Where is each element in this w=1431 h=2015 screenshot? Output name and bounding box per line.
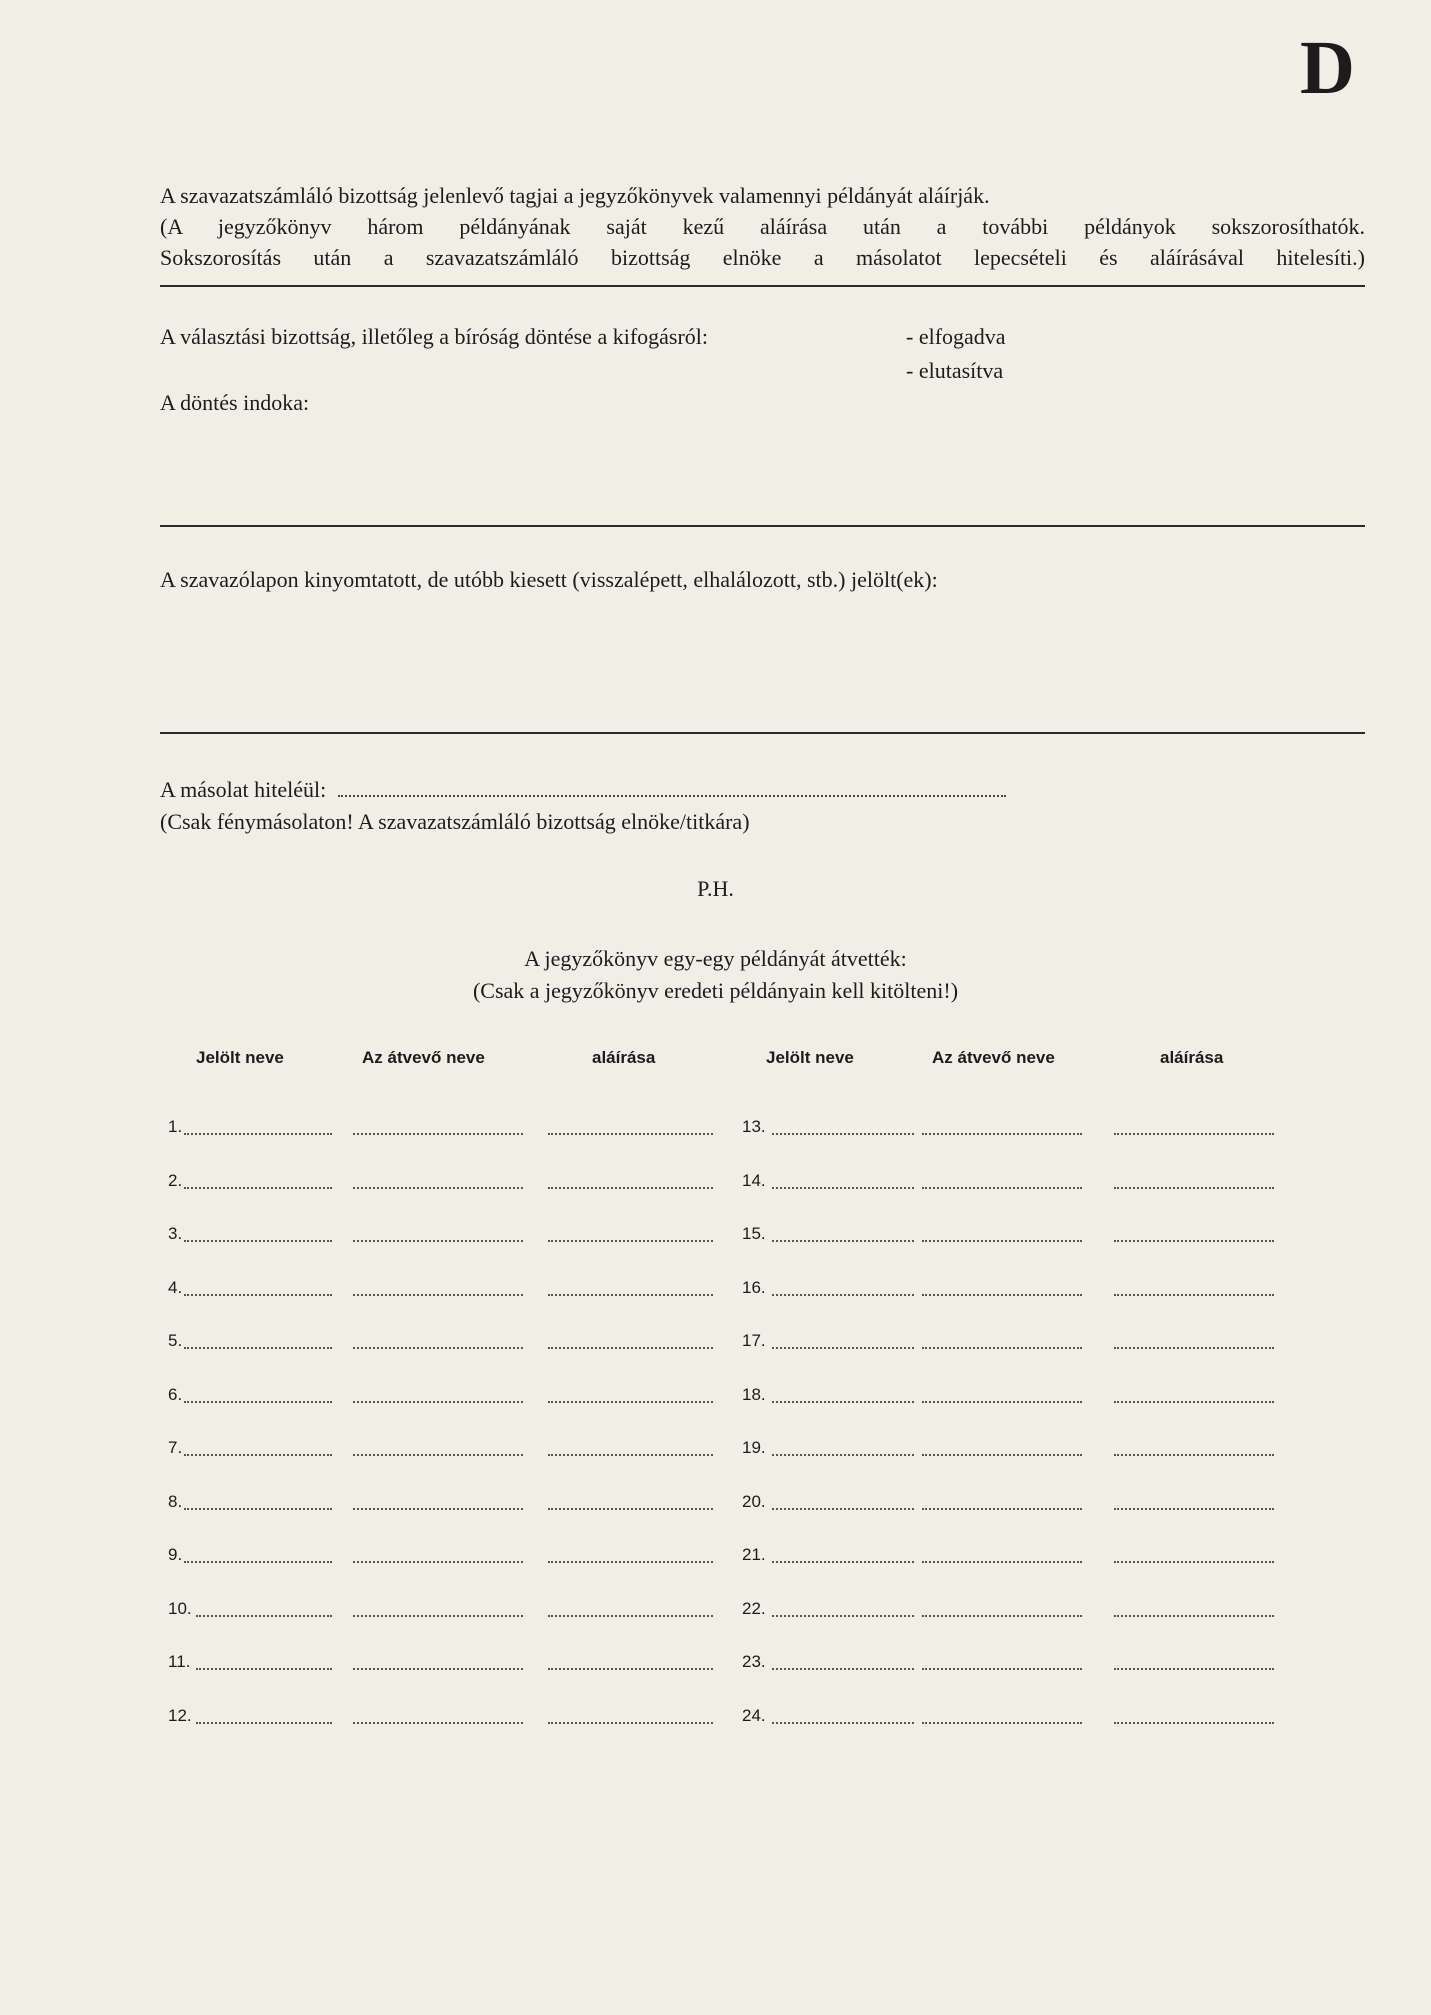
copy-signature-line[interactable] (338, 781, 1006, 797)
signature-field[interactable] (1114, 1615, 1274, 1617)
signature-field[interactable] (1114, 1508, 1274, 1510)
signature-field[interactable] (548, 1187, 713, 1189)
recipient-name-field[interactable] (922, 1294, 1082, 1296)
candidate-name-field[interactable] (772, 1454, 914, 1456)
signature-field[interactable] (548, 1133, 713, 1135)
candidate-name-field[interactable] (184, 1240, 332, 1242)
signature-field[interactable] (1114, 1722, 1274, 1724)
row-number: 10. (168, 1599, 192, 1618)
row-number: 20. (742, 1492, 766, 1511)
signing-line-1: A szavazatszámláló bizottság jelenlevő tagjai a jegyzőkönyvek valamennyi példányát aláírják. (160, 183, 990, 208)
left-receipt-row (168, 1492, 768, 1516)
candidate-name-field[interactable] (772, 1615, 914, 1617)
row-number: 15. (742, 1224, 766, 1243)
recipient-name-field[interactable] (922, 1347, 1082, 1349)
row-number: 16. (742, 1278, 766, 1297)
signature-field[interactable] (548, 1668, 713, 1670)
row-number: 6. (168, 1385, 183, 1404)
decision-reason-label: A döntés indoka: (160, 390, 310, 415)
right-receipt-row (742, 1706, 1342, 1730)
header-left-signature: aláírása (592, 1048, 656, 1067)
row-number: 7. (168, 1438, 183, 1457)
receipt-title: A jegyzőkönyv egy-egy példányát átvették: (524, 946, 907, 971)
receipt-subtitle: (Csak a jegyzőkönyv eredeti példányain kell kitölteni!) (472, 978, 959, 1003)
left-receipt-row (168, 1652, 768, 1676)
left-receipt-row (168, 1599, 768, 1623)
recipient-name-field[interactable] (922, 1187, 1082, 1189)
candidate-name-field[interactable] (184, 1561, 332, 1563)
divider-1 (160, 285, 1365, 287)
left-receipt-row (168, 1117, 768, 1141)
row-number: 12. (168, 1706, 192, 1725)
recipient-name-field[interactable] (922, 1668, 1082, 1670)
signature-field[interactable] (1114, 1133, 1274, 1135)
copy-note: (Csak fénymásolaton! A szavazatszámláló bizottság elnöke/titkára) (160, 809, 750, 834)
candidate-name-field[interactable] (772, 1133, 914, 1135)
right-receipt-row (742, 1331, 1342, 1355)
signing-line-3: Sokszorosítás után a szavazatszámláló bizottság elnöke a másolatot lepecsételi és aláírásával hitelesíti.) (160, 245, 1365, 270)
signature-field[interactable] (1114, 1240, 1274, 1242)
recipient-name-field[interactable] (353, 1294, 523, 1296)
recipient-name-field[interactable] (353, 1722, 523, 1724)
candidate-name-field[interactable] (184, 1401, 332, 1403)
copy-label: A másolat hiteléül: (160, 777, 327, 802)
row-number: 21. (742, 1545, 766, 1564)
row-number: 19. (742, 1438, 766, 1457)
row-number: 17. (742, 1331, 766, 1350)
left-receipt-row (168, 1331, 768, 1355)
left-receipt-row (168, 1385, 768, 1409)
row-number: 5. (168, 1331, 183, 1350)
right-receipt-row (742, 1278, 1342, 1302)
row-number: 24. (742, 1706, 766, 1725)
candidate-name-field[interactable] (196, 1615, 332, 1617)
signing-instructions (160, 180, 1365, 273)
candidate-name-field[interactable] (184, 1133, 332, 1135)
row-number: 13. (742, 1117, 766, 1136)
right-receipt-row (742, 1652, 1342, 1676)
decision-label: A választási bizottság, illetőleg a bíróság döntése a kifogásról: (160, 324, 709, 349)
signing-line-2: (A jegyzőkönyv három példányának saját kezű aláírása után a további példányok sokszorosíthatók. (160, 214, 1365, 239)
row-number: 3. (168, 1224, 183, 1243)
recipient-name-field[interactable] (353, 1668, 523, 1670)
left-receipt-row (168, 1706, 768, 1730)
stamp-label: P.H. (697, 876, 734, 901)
signature-field[interactable] (1114, 1561, 1274, 1563)
signature-field[interactable] (548, 1561, 713, 1563)
recipient-name-field[interactable] (922, 1722, 1082, 1724)
signature-field[interactable] (548, 1294, 713, 1296)
candidate-name-field[interactable] (772, 1722, 914, 1724)
corner-letter: D (1300, 26, 1355, 110)
signature-field[interactable] (1114, 1668, 1274, 1670)
recipient-name-field[interactable] (353, 1561, 523, 1563)
signature-field[interactable] (1114, 1187, 1274, 1189)
candidate-name-field[interactable] (772, 1508, 914, 1510)
recipient-name-field[interactable] (353, 1240, 523, 1242)
signature-field[interactable] (1114, 1347, 1274, 1349)
signature-field[interactable] (548, 1454, 713, 1456)
candidate-name-field[interactable] (196, 1722, 332, 1724)
row-number: 1. (168, 1117, 183, 1136)
signature-field[interactable] (548, 1347, 713, 1349)
candidate-name-field[interactable] (772, 1347, 914, 1349)
left-receipt-row (168, 1224, 768, 1248)
recipient-name-field[interactable] (353, 1508, 523, 1510)
left-receipt-row (168, 1545, 768, 1569)
row-number: 23. (742, 1652, 766, 1671)
copy-certification (160, 775, 1006, 805)
candidate-name-field[interactable] (196, 1668, 332, 1670)
row-number: 2. (168, 1171, 183, 1190)
row-number: 11. (168, 1652, 191, 1671)
recipient-name-field[interactable] (922, 1508, 1082, 1510)
signature-field[interactable] (548, 1722, 713, 1724)
row-number: 18. (742, 1385, 766, 1404)
recipient-name-field[interactable] (922, 1561, 1082, 1563)
signature-field[interactable] (1114, 1294, 1274, 1296)
candidate-name-field[interactable] (772, 1294, 914, 1296)
signature-field[interactable] (548, 1240, 713, 1242)
header-right-recipient: Az átvevő neve (932, 1048, 1055, 1067)
signature-field[interactable] (548, 1401, 713, 1403)
signature-field[interactable] (548, 1615, 713, 1617)
candidate-name-field[interactable] (772, 1187, 914, 1189)
row-number: 8. (168, 1492, 183, 1511)
header-right-candidate: Jelölt neve (766, 1048, 854, 1067)
header-right-signature: aláírása (1160, 1048, 1224, 1067)
left-receipt-row (168, 1438, 768, 1462)
signature-field[interactable] (1114, 1454, 1274, 1456)
right-receipt-row (742, 1385, 1342, 1409)
right-receipt-row (742, 1492, 1342, 1516)
candidate-name-field[interactable] (772, 1240, 914, 1242)
left-receipt-row (168, 1171, 768, 1195)
recipient-name-field[interactable] (353, 1347, 523, 1349)
header-left-candidate: Jelölt neve (196, 1048, 284, 1067)
option-rejected[interactable]: - elutasítva (906, 358, 1004, 383)
recipient-name-field[interactable] (353, 1401, 523, 1403)
row-number: 14. (742, 1171, 766, 1190)
row-number: 9. (168, 1545, 183, 1564)
left-receipt-row (168, 1278, 768, 1302)
right-receipt-row (742, 1599, 1342, 1623)
row-number: 4. (168, 1278, 183, 1297)
recipient-name-field[interactable] (353, 1187, 523, 1189)
candidate-name-field[interactable] (772, 1401, 914, 1403)
header-left-recipient: Az átvevő neve (362, 1048, 485, 1067)
divider-2 (160, 525, 1365, 527)
recipient-name-field[interactable] (922, 1240, 1082, 1242)
recipient-name-field[interactable] (353, 1133, 523, 1135)
recipient-name-field[interactable] (922, 1615, 1082, 1617)
candidate-name-field[interactable] (184, 1347, 332, 1349)
signature-field[interactable] (548, 1508, 713, 1510)
option-accepted[interactable]: - elfogadva (906, 324, 1006, 349)
recipient-name-field[interactable] (353, 1454, 523, 1456)
candidate-name-field[interactable] (184, 1454, 332, 1456)
recipient-name-field[interactable] (353, 1615, 523, 1617)
row-number: 22. (742, 1599, 766, 1618)
divider-3 (160, 732, 1365, 734)
candidate-name-field[interactable] (184, 1508, 332, 1510)
candidate-name-field[interactable] (184, 1187, 332, 1189)
recipient-name-field[interactable] (922, 1454, 1082, 1456)
right-receipt-row (742, 1117, 1342, 1141)
signature-field[interactable] (1114, 1401, 1274, 1403)
withdrawn-label: A szavazólapon kinyomtatott, de utóbb kiesett (visszalépett, elhalálozott, stb.) jelölt(ek): (160, 567, 938, 592)
candidate-name-field[interactable] (184, 1294, 332, 1296)
right-receipt-row (742, 1171, 1342, 1195)
right-receipt-row (742, 1545, 1342, 1569)
candidate-name-field[interactable] (772, 1561, 914, 1563)
right-receipt-row (742, 1224, 1342, 1248)
recipient-name-field[interactable] (922, 1133, 1082, 1135)
right-receipt-row (742, 1438, 1342, 1462)
recipient-name-field[interactable] (922, 1401, 1082, 1403)
candidate-name-field[interactable] (772, 1668, 914, 1670)
